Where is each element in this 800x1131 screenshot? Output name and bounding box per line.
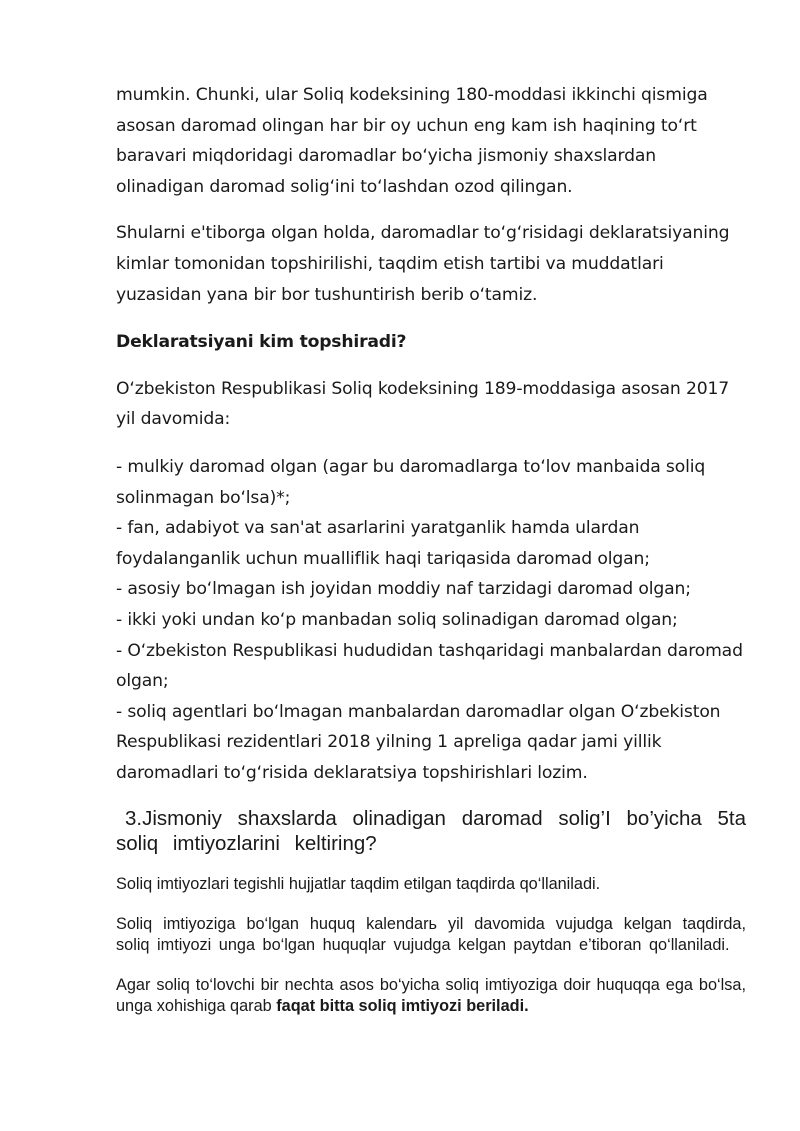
income-list [116,452,746,789]
document-page [116,80,746,1017]
answer-paragraph [116,975,746,1017]
paragraph-explanation: Shularni e'tiborga olgan holda, daromadlar to‘g‘risidagi deklaratsiyaning kimlar tomonidan topshirilishi, taqdim etish tartibi va muddatlari yuzasidan yana bir bor tushuntirish berib o‘tamiz. [116,223,730,305]
list-item: - asosiy bo‘lmagan ish joyidan moddiy naf tarzidagi daromad olgan; [116,579,691,600]
section-heading: Deklaratsiyani kim topshiradi? [116,332,407,353]
list-item: - soliq agentlari bo‘lmagan manbalardan daromadlar olgan O‘zbekiston Respublikasi rezidentlari 2018 yilning 1 apreliga qadar jami yillik daromadlari to‘g‘risida deklaratsiya topshirishlari lozim. [116,701,721,783]
list-item: - mulkiy daromad olgan (agar bu daromadlarga to‘lov manbaida soliq solinmagan bo‘lsa)*; [116,456,706,508]
answer-paragraph: Soliq imtiyoziga bo‘lgan huquq kalendarь yil davomida vujudga kelgan taqdirda, soliq imtiyozi unga bo‘lgan huquqlar vujudga kelgan paytdan e’tiboran qo‘llaniladi. [116,915,746,955]
list-item: - ikki yoki undan ko‘p manbadan soliq solinadigan daromad olgan; [116,609,678,630]
list-item: - O‘zbekiston Respublikasi hududidan tashqaridagi manbalardan daromad olgan; [116,640,743,692]
answer-paragraph: Soliq imtiyozlari tegishli hujjatlar taqdim etilgan taqdirda qo‘llaniladi. [116,875,601,894]
paragraph-code-article: O‘zbekiston Respublikasi Soliq kodeksining 189-moddasiga asosan 2017 yil davomida: [116,378,730,430]
answer-bold-text: faqat bitta soliq imtiyozi beriladi. [276,997,529,1016]
list-item: - fan, adabiyot va san'at asarlarini yaratganlik hamda ulardan foydalanganlik uchun mualliflik haqi tariqasida daromad olgan; [116,518,650,569]
answer-text: Agar soliq to‘lovchi bir nechta asos bo‘yicha soliq imtiyoziga doir huquqqa ega bo‘lsa, unga xohishiga qarab [116,976,746,1016]
question-heading: 3.Jismoniy shaxslarda olinadigan daromad solig’I bo’yicha 5ta soliq imtiyozlarini keltiring? [116,807,746,856]
paragraph-exemption: mumkin. Chunki, ular Soliq kodeksining 180-moddasi ikkinchi qismiga asosan daromad olingan har bir oy uchun eng kam ish haqining to‘rt baravari miqdoridagi daromadlar bo‘yicha jismoniy shaxslardan olinadigan daromad solig‘ini to‘lashdan ozod qilingan. [116,85,708,197]
